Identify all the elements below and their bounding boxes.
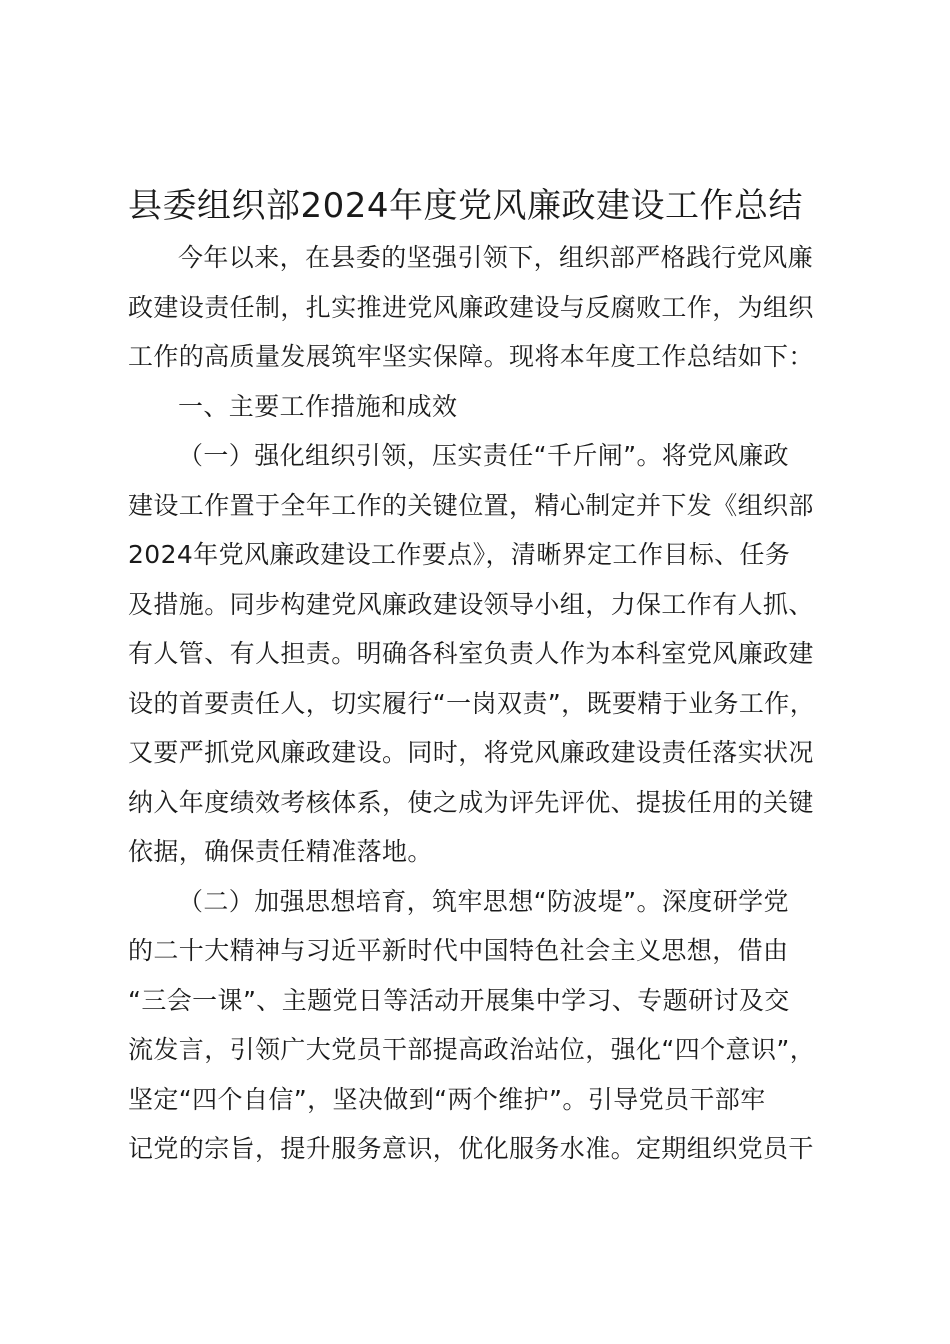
text-line: 纳入年度绩效考核体系，使之成为评先评优、提拔任用的关键 (128, 787, 814, 817)
text-line: 依据，确保责任精准落地。 (128, 837, 433, 866)
text-line: （二）加强思想培育，筑牢思想“防波堤”。深度研学党 (178, 886, 789, 916)
text-line: 今年以来，在县委的坚强引领下，组织部严格践行党风廉 (178, 243, 814, 272)
text-line: 有人管、有人担责。明确各科室负责人作为本科室党风廉政建 (128, 639, 814, 668)
text-line: 建设工作置于全年工作的关键位置，精心制定并下发《组织部 (128, 490, 814, 520)
text-line: （一）强化组织引领，压实责任“千斤闸”。将党风廉政 (178, 441, 789, 470)
text-line: 设的首要责任人，切实履行“一岗双责”，既要精于业务工作， (128, 688, 816, 718)
text-line: “三会一课”、主题党日等活动开展集中学习、专题研讨及交 (128, 985, 790, 1015)
text-line: 一、主要工作措施和成效 (178, 391, 458, 421)
text-line: 记党的宗旨，提升服务意识，优化服务水准。定期组织党员干 (128, 1134, 814, 1163)
text-line: 及措施。同步构建党风廉政建设领导小组，力保工作有人抓、 (128, 589, 814, 619)
document-title: 县委组织部2024年度党风廉政建设工作总结 (128, 186, 804, 226)
text-line: 坚定“四个自信”，坚决做到“两个维护”。引导党员干部牢 (128, 1084, 766, 1114)
document-body (128, 233, 848, 1174)
text-line: 2024年党风廉政建设工作要点》，清晰界定工作目标、任务 (128, 540, 791, 569)
text-line: 的二十大精神与习近平新时代中国特色社会主义思想，借由 (128, 936, 789, 965)
text-line: 工作的高质量发展筑牢坚实保障。现将本年度工作总结如下： (128, 342, 814, 371)
text-line: 又要严抓党风廉政建设。同时，将党风廉政建设责任落实状况 (128, 738, 814, 767)
text-line: 政建设责任制，扎实推进党风廉政建设与反腐败工作，为组织 (128, 292, 814, 322)
text-line: 流发言，引领广大党员干部提高政治站位，强化“四个意识”， (128, 1035, 816, 1064)
